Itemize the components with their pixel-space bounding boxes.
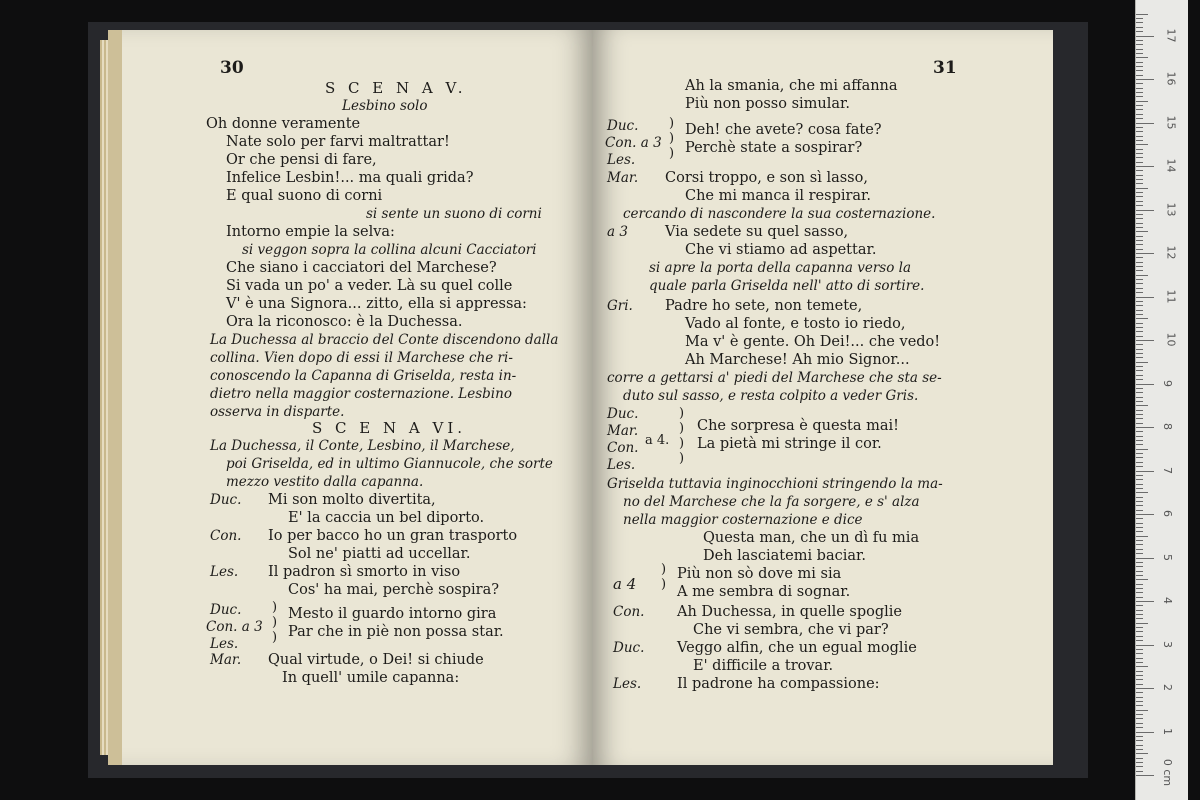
stage-direction: si sente un suono di corni xyxy=(366,206,542,222)
speaker-label: Duc. xyxy=(210,492,242,508)
ruler-tick xyxy=(1136,327,1143,328)
measurement-ruler xyxy=(1135,0,1188,800)
verse-line: Vado al fonte, e tosto io riedo, xyxy=(685,316,906,332)
ruler-tick xyxy=(1136,323,1143,324)
ruler-tick xyxy=(1136,675,1143,676)
verse-line: Ma v' è gente. Oh Dei!... che vedo! xyxy=(685,334,941,350)
verse-line: Cos' ha mai, perchè sospira? xyxy=(288,582,500,598)
verse-line: In quell' umile capanna: xyxy=(282,670,460,686)
ruler-number: 16 xyxy=(1164,71,1178,86)
ruler-tick xyxy=(1136,131,1143,132)
ruler-tick xyxy=(1136,297,1154,298)
ruler-number: 15 xyxy=(1164,115,1178,129)
ruler-tick xyxy=(1136,270,1143,271)
speaker-label: Les. xyxy=(607,152,636,168)
ruler-tick xyxy=(1136,571,1143,572)
ruler-tick xyxy=(1136,723,1143,724)
speaker-label: Con. xyxy=(607,440,639,456)
ruler-tick xyxy=(1136,601,1154,602)
speaker-label: a 3 xyxy=(607,224,628,240)
verse-line: Che vi stiamo ad aspettar. xyxy=(685,242,877,258)
speaker-label: Duc. xyxy=(613,640,645,656)
speaker-label: Duc. xyxy=(607,406,639,422)
verse-line: Io per bacco ho un gran trasporto xyxy=(268,528,518,544)
ruler-tick xyxy=(1136,718,1143,719)
verse-line: Sol ne' piatti ad uccellar. xyxy=(288,546,471,562)
ruler-tick xyxy=(1136,353,1143,354)
ruler-tick xyxy=(1136,275,1148,276)
scene-heading: S C E N A VI. xyxy=(312,419,467,437)
ruler-tick xyxy=(1136,344,1143,345)
ruler-tick xyxy=(1136,314,1143,315)
verse-line: Ora la riconosco: è la Duchessa. xyxy=(226,314,463,330)
ruler-tick xyxy=(1136,192,1143,193)
verse-line: Infelice Lesbin!... ma quali grida? xyxy=(226,170,474,186)
ruler-tick xyxy=(1136,49,1143,50)
ruler-tick xyxy=(1136,336,1143,337)
ensemble-label: a 4. xyxy=(645,433,670,448)
ruler-tick xyxy=(1136,249,1143,250)
ruler-tick xyxy=(1136,666,1148,667)
ruler-number: 5 xyxy=(1161,553,1174,561)
ruler-tick xyxy=(1136,66,1143,67)
ruler-tick xyxy=(1136,714,1143,715)
ruler-tick xyxy=(1136,36,1154,37)
ruler-tick xyxy=(1136,405,1148,406)
ruler-tick xyxy=(1136,705,1143,706)
ruler-tick xyxy=(1136,627,1143,628)
ruler-tick xyxy=(1136,688,1154,689)
ruler-unit-label: 0 cm xyxy=(1161,758,1175,787)
ruler-number: 3 xyxy=(1161,640,1174,648)
ruler-tick xyxy=(1136,362,1148,363)
stage-direction: duto sul sasso, e resta colpito a veder Gris. xyxy=(623,388,919,404)
ruler-tick xyxy=(1136,397,1143,398)
ruler-tick xyxy=(1136,645,1154,646)
ruler-tick xyxy=(1136,658,1143,659)
ruler-number: 7 xyxy=(1161,466,1174,474)
verse-line: V' è una Signora... zitto, ella si appressa: xyxy=(226,296,527,312)
stage-direction: si apre la porta della capanna verso la xyxy=(649,260,912,276)
ruler-tick xyxy=(1136,736,1143,737)
stage-direction: collina. Vien dopo di essi il Marchese che ri- xyxy=(210,350,513,366)
ruler-tick xyxy=(1136,610,1143,611)
ruler-tick xyxy=(1136,170,1143,171)
ruler-tick xyxy=(1136,418,1143,419)
page-number: 30 xyxy=(220,58,244,78)
verse-line: E' difficile a trovar. xyxy=(693,658,834,674)
verse-line: Veggo alfin, che un egual moglie xyxy=(677,640,917,656)
ruler-tick xyxy=(1136,479,1143,480)
ruler-tick xyxy=(1136,753,1148,754)
speaker-label: Les. xyxy=(210,636,239,652)
ruler-tick xyxy=(1136,31,1143,32)
ruler-tick xyxy=(1136,575,1143,576)
ruler-tick xyxy=(1136,384,1154,385)
verse-line: Più non posso simular. xyxy=(685,96,850,112)
ruler-tick xyxy=(1136,283,1143,284)
stage-direction: mezzo vestito dalla capanna. xyxy=(226,474,424,490)
ruler-tick xyxy=(1136,727,1143,728)
verse-line: Deh lasciatemi baciar. xyxy=(703,548,866,564)
ruler-tick xyxy=(1136,183,1143,184)
ruler-tick xyxy=(1136,471,1154,472)
stage-direction: corre a gettarsi a' piedi del Marchese che sta se- xyxy=(607,370,942,386)
ruler-tick xyxy=(1136,544,1143,545)
speaker-label: Mar. xyxy=(210,652,242,668)
ruler-tick xyxy=(1136,444,1143,445)
ruler-tick xyxy=(1136,540,1143,541)
ruler-tick xyxy=(1136,210,1154,211)
stage-direction: La Duchessa, il Conte, Lesbino, il Marchese, xyxy=(210,438,515,454)
verse-line: Padre ho sete, non temete, xyxy=(665,298,863,314)
verse-line: Il padrone ha compassione: xyxy=(677,676,880,692)
ruler-tick xyxy=(1136,101,1148,102)
ruler-tick xyxy=(1136,588,1143,589)
ruler-tick xyxy=(1136,266,1143,267)
verse-line: Il padron sì smorto in viso xyxy=(268,564,461,580)
ruler-tick xyxy=(1136,179,1143,180)
stage-direction: poi Griselda, ed in ultimo Giannucole, che sorte xyxy=(226,456,553,472)
ruler-number: 8 xyxy=(1161,423,1174,430)
ruler-tick xyxy=(1136,292,1143,293)
ruler-tick xyxy=(1136,96,1143,97)
ruler-number: 10 xyxy=(1164,332,1178,347)
ruler-tick xyxy=(1136,697,1143,698)
ruler-tick xyxy=(1136,558,1154,559)
ruler-tick xyxy=(1136,679,1143,680)
ruler-tick xyxy=(1136,671,1143,672)
stage-direction: nella maggior costernazione e dice xyxy=(623,512,863,528)
ruler-tick xyxy=(1136,466,1143,467)
speaker-brace: ) ) xyxy=(661,562,667,592)
ruler-tick xyxy=(1136,623,1148,624)
ruler-tick xyxy=(1136,375,1143,376)
ruler-tick xyxy=(1136,579,1148,580)
verse-line: Oh donne veramente xyxy=(206,116,361,132)
ruler-tick xyxy=(1136,749,1143,750)
ruler-tick xyxy=(1136,523,1143,524)
ruler-number: 6 xyxy=(1161,510,1174,517)
ruler-tick xyxy=(1136,305,1143,306)
speaker-label: Con. xyxy=(613,604,645,620)
ruler-tick xyxy=(1136,123,1154,124)
ruler-tick xyxy=(1136,484,1143,485)
speaker-brace: ) ) ) xyxy=(272,600,278,645)
ruler-tick xyxy=(1136,310,1143,311)
ensemble-label: a 4 xyxy=(613,575,637,593)
ruler-number: 2 xyxy=(1161,684,1174,691)
verse-line: Par che in piè non possa star. xyxy=(288,624,504,640)
ruler-number: 1 xyxy=(1161,727,1174,735)
verse-line: E qual suono di corni xyxy=(226,188,383,204)
ruler-tick xyxy=(1136,88,1143,89)
ruler-tick xyxy=(1136,70,1143,71)
ruler-tick xyxy=(1136,14,1148,15)
ruler-tick xyxy=(1136,75,1143,76)
verse-line: La pietà mi stringe il cor. xyxy=(697,436,882,452)
ruler-tick xyxy=(1136,775,1154,776)
ruler-tick xyxy=(1136,105,1143,106)
ruler-tick xyxy=(1136,40,1143,41)
ruler-tick xyxy=(1136,414,1143,415)
ruler-tick xyxy=(1136,83,1143,84)
ruler-number: 4 xyxy=(1161,597,1174,604)
ruler-tick xyxy=(1136,453,1143,454)
ruler-tick xyxy=(1136,584,1143,585)
ruler-tick xyxy=(1136,166,1154,167)
ruler-tick xyxy=(1136,510,1143,511)
ruler-tick xyxy=(1136,431,1143,432)
ruler-tick xyxy=(1136,318,1148,319)
ruler-tick xyxy=(1136,92,1143,93)
ruler-tick xyxy=(1136,527,1143,528)
ruler-tick xyxy=(1136,497,1143,498)
speaker-label: Duc. xyxy=(210,602,242,618)
ruler-tick xyxy=(1136,449,1148,450)
ruler-tick xyxy=(1136,684,1143,685)
ruler-tick xyxy=(1136,457,1143,458)
ruler-tick xyxy=(1136,553,1143,554)
verse-line: Nate solo per farvi maltrattar! xyxy=(226,134,450,150)
stage-direction: Lesbino solo xyxy=(342,98,428,114)
ruler-tick xyxy=(1136,592,1143,593)
ruler-tick xyxy=(1136,109,1143,110)
stage-direction: conoscendo la Capanna di Griselda, resta in- xyxy=(210,368,517,384)
ruler-number: 11 xyxy=(1164,289,1178,303)
ruler-tick xyxy=(1136,157,1143,158)
ruler-tick xyxy=(1136,492,1148,493)
speaker-label: Con. a 3 xyxy=(206,619,263,635)
ruler-tick xyxy=(1136,279,1143,280)
ruler-tick xyxy=(1136,614,1143,615)
ruler-tick xyxy=(1136,288,1143,289)
ruler-number: 13 xyxy=(1164,202,1178,216)
ruler-tick xyxy=(1136,605,1143,606)
verse-line: Mesto il guardo intorno gira xyxy=(288,606,497,622)
stage-direction: dietro nella maggior costernazione. Lesbino xyxy=(210,386,512,402)
speaker-label: Con. xyxy=(210,528,242,544)
ruler-tick xyxy=(1136,149,1143,150)
ruler-tick xyxy=(1136,153,1143,154)
stage-direction: Griselda tuttavia inginocchioni stringendo la ma- xyxy=(607,476,943,492)
ruler-tick xyxy=(1136,640,1143,641)
ruler-tick xyxy=(1136,218,1143,219)
ruler-tick xyxy=(1136,758,1143,759)
ruler-tick xyxy=(1136,114,1143,115)
ruler-number: 9 xyxy=(1161,379,1174,387)
ruler-tick xyxy=(1136,740,1143,741)
verse-line: Questa man, che un dì fu mia xyxy=(703,530,920,546)
ruler-tick xyxy=(1136,631,1143,632)
ruler-tick xyxy=(1136,57,1148,58)
ruler-tick xyxy=(1136,549,1143,550)
ruler-tick xyxy=(1136,762,1143,763)
verse-line: Or che pensi di fare, xyxy=(226,152,377,168)
ruler-tick xyxy=(1136,18,1143,19)
ruler-tick xyxy=(1136,392,1143,393)
verse-line: Si vada un po' a veder. Là su quel colle xyxy=(226,278,513,294)
ruler-tick xyxy=(1136,340,1154,341)
ruler-tick xyxy=(1136,771,1143,772)
verse-line: Più non sò dove mi sia xyxy=(677,566,842,582)
ruler-tick xyxy=(1136,227,1143,228)
ruler-tick xyxy=(1136,205,1143,206)
stage-direction: La Duchessa al braccio del Conte discendono dalla xyxy=(210,332,559,348)
ruler-tick xyxy=(1136,44,1143,45)
ruler-tick xyxy=(1136,436,1143,437)
ruler-tick xyxy=(1136,562,1143,563)
ruler-tick xyxy=(1136,597,1143,598)
ruler-tick xyxy=(1136,201,1143,202)
ruler-tick xyxy=(1136,388,1143,389)
verse-line: Ah la smania, che mi affanna xyxy=(685,78,898,94)
ruler-tick xyxy=(1136,62,1143,63)
ruler-tick xyxy=(1136,505,1143,506)
ruler-tick xyxy=(1136,366,1143,367)
ruler-tick xyxy=(1136,536,1148,537)
ruler-tick xyxy=(1136,379,1143,380)
ruler-tick xyxy=(1136,236,1143,237)
verse-line: E' la caccia un bel diporto. xyxy=(288,510,485,526)
ruler-tick xyxy=(1136,745,1143,746)
speaker-brace: ) ) ) ) xyxy=(679,406,685,466)
stage-direction: cercando di nascondere la sua costernazione. xyxy=(623,206,936,222)
verse-line: Deh! che avete? cosa fate? xyxy=(685,122,882,138)
verse-line: Ah Duchessa, in quelle spoglie xyxy=(677,604,903,620)
open-book xyxy=(108,30,1053,765)
ruler-tick xyxy=(1136,301,1143,302)
ruler-tick xyxy=(1136,53,1143,54)
ruler-tick xyxy=(1136,349,1143,350)
ruler-tick xyxy=(1136,257,1143,258)
ruler-number: 17 xyxy=(1164,28,1178,42)
verse-line: Che siano i cacciatori del Marchese? xyxy=(226,260,497,276)
speaker-label: Mar. xyxy=(607,423,639,439)
ruler-tick xyxy=(1136,27,1143,28)
speaker-label: Con. a 3 xyxy=(605,135,662,151)
ruler-tick xyxy=(1136,214,1143,215)
ruler-tick xyxy=(1136,732,1154,733)
ruler-tick xyxy=(1136,118,1143,119)
ruler-tick xyxy=(1136,262,1143,263)
stage-direction: si veggon sopra la collina alcuni Cacciatori xyxy=(242,242,537,258)
ruler-number: 12 xyxy=(1164,245,1178,260)
speaker-label: Les. xyxy=(210,564,239,580)
ruler-tick xyxy=(1136,488,1143,489)
speaker-label: Mar. xyxy=(607,170,639,186)
ruler-tick xyxy=(1136,766,1143,767)
left-page xyxy=(108,30,593,765)
stage-direction: no del Marchese che la fa sorgere, e s' alza xyxy=(623,494,920,510)
ruler-tick xyxy=(1136,475,1143,476)
verse-line: Che vi sembra, che vi par? xyxy=(693,622,889,638)
scene-heading: S C E N A V. xyxy=(325,79,467,97)
right-page xyxy=(593,30,1053,765)
ruler-tick xyxy=(1136,710,1148,711)
stage-direction: quale parla Griselda nell' atto di sortire. xyxy=(649,278,925,294)
speaker-label: Les. xyxy=(613,676,642,692)
ruler-tick xyxy=(1136,514,1154,515)
speaker-label: Gri. xyxy=(607,298,633,314)
ruler-tick xyxy=(1136,22,1143,23)
verse-line: Che sorpresa è questa mai! xyxy=(697,418,899,434)
ruler-tick xyxy=(1136,240,1143,241)
ruler-tick xyxy=(1136,662,1143,663)
ruler-tick xyxy=(1136,162,1143,163)
ruler-tick xyxy=(1136,144,1148,145)
verse-line: Perchè state a sospirar? xyxy=(685,140,863,156)
ruler-tick xyxy=(1136,649,1143,650)
ruler-tick xyxy=(1136,244,1143,245)
verse-line: A me sembra di sognar. xyxy=(677,584,851,600)
ruler-tick xyxy=(1136,357,1143,358)
ruler-tick xyxy=(1136,140,1143,141)
ruler-tick xyxy=(1136,636,1143,637)
ruler-tick xyxy=(1136,531,1143,532)
verse-line: Che mi manca il respirar. xyxy=(685,188,872,204)
ruler-tick xyxy=(1136,692,1143,693)
ruler-tick xyxy=(1136,462,1143,463)
ruler-tick xyxy=(1136,701,1143,702)
ruler-tick xyxy=(1136,370,1143,371)
ruler-tick xyxy=(1136,231,1148,232)
ruler-tick xyxy=(1136,501,1143,502)
ruler-tick xyxy=(1136,196,1143,197)
ruler-tick xyxy=(1136,518,1143,519)
ruler-number: 14 xyxy=(1164,158,1178,173)
ruler-tick xyxy=(1136,410,1143,411)
ruler-tick xyxy=(1136,253,1154,254)
ruler-tick xyxy=(1136,401,1143,402)
ruler-tick xyxy=(1136,188,1148,189)
ruler-tick xyxy=(1136,618,1143,619)
stage-direction: osserva in disparte. xyxy=(210,404,345,420)
speaker-label: Les. xyxy=(607,457,636,473)
ruler-tick xyxy=(1136,331,1143,332)
verse-line: Corsi troppo, e son sì lasso, xyxy=(665,170,868,186)
ruler-tick xyxy=(1136,175,1143,176)
ruler-tick xyxy=(1136,423,1143,424)
ruler-tick xyxy=(1136,223,1143,224)
ruler-tick xyxy=(1136,127,1143,128)
ruler-tick xyxy=(1136,136,1143,137)
speaker-label: Duc. xyxy=(607,118,639,134)
verse-line: Ah Marchese! Ah mio Signor... xyxy=(685,352,910,368)
verse-line: Via sedete su quel sasso, xyxy=(665,224,849,240)
ruler-tick xyxy=(1136,566,1143,567)
verse-line: Intorno empie la selva: xyxy=(226,224,395,240)
ruler-tick xyxy=(1136,440,1143,441)
verse-line: Qual virtude, o Dei! si chiude xyxy=(268,652,484,668)
page-number: 31 xyxy=(933,58,957,78)
speaker-brace: ) ) ) xyxy=(669,116,675,161)
verse-line: Mi son molto divertita, xyxy=(268,492,436,508)
ruler-tick xyxy=(1136,427,1154,428)
ruler-tick xyxy=(1136,79,1154,80)
ruler-tick xyxy=(1136,653,1143,654)
